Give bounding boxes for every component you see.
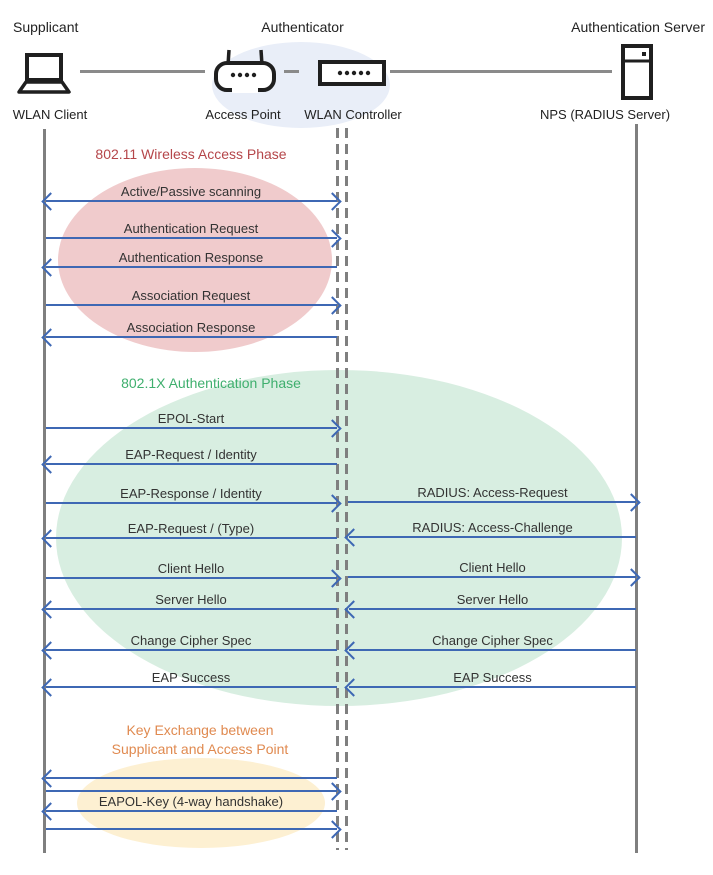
message-label-eap-success-left: EAP Success [151, 670, 231, 685]
message-arrow-eap-request-identity [46, 463, 337, 465]
message-arrow-server-hello-right [349, 608, 636, 610]
server-icon [621, 44, 653, 100]
role-label-authentication-server: Authentication Server [571, 19, 705, 35]
message-arrow-scanning [46, 200, 337, 202]
message-arrow-4way-msg4 [46, 828, 337, 830]
message-label-client-hello-right: Client Hello [459, 560, 526, 575]
phase-title-key-exchange-line1: Key Exchange between [126, 722, 274, 738]
message-arrow-client-hello-right [348, 576, 636, 578]
message-label-radius-access-request: RADIUS: Access-Request [417, 485, 568, 500]
role-label-supplicant: Supplicant [13, 19, 79, 35]
message-label-auth-response: Authentication Response [118, 250, 264, 265]
message-arrow-4way-msg1 [46, 777, 337, 779]
message-label-change-cipher-right: Change Cipher Spec [432, 633, 553, 648]
role-label-authenticator: Authenticator [261, 19, 344, 35]
message-arrow-eap-success-left [46, 686, 337, 688]
message-label-assoc-response: Association Response [126, 320, 256, 335]
message-label-change-cipher-left: Change Cipher Spec [130, 633, 252, 648]
access-point-icon [213, 48, 277, 94]
message-arrow-client-hello-left [46, 577, 337, 579]
message-arrow-auth-request [46, 237, 337, 239]
device-label-wlan-client: WLAN Client [12, 107, 88, 122]
message-arrow-eap-response-identity [46, 502, 337, 504]
message-arrow-radius-access-challenge [349, 536, 636, 538]
message-label-eap-success-right: EAP Success [453, 670, 532, 685]
message-arrow-eap-success-right [349, 686, 636, 688]
device-label-nps: NPS (RADIUS Server) [540, 107, 671, 122]
connector-client-ap [80, 70, 205, 73]
device-label-access-point: Access Point [205, 107, 281, 122]
message-label-epol-start: EPOL-Start [157, 411, 225, 426]
phase-title-8021x: 802.1X Authentication Phase [121, 375, 301, 391]
message-arrow-assoc-request [46, 304, 337, 306]
message-label-auth-request: Authentication Request [123, 221, 259, 236]
message-label-eap-response-identity: EAP-Response / Identity [120, 486, 262, 501]
connector-controller-server [390, 70, 612, 73]
message-arrow-assoc-response [46, 336, 337, 338]
message-arrow-server-hello-left [46, 608, 337, 610]
message-label-radius-access-challenge: RADIUS: Access-Challenge [412, 520, 573, 535]
message-arrow-radius-access-request [348, 501, 636, 503]
message-label-client-hello-left: Client Hello [157, 561, 225, 576]
message-arrow-change-cipher-left [46, 649, 337, 651]
message-label-assoc-request: Association Request [131, 288, 251, 303]
message-arrow-4way-msg2 [46, 790, 337, 792]
message-arrow-eap-request-type [46, 537, 337, 539]
connector-ap-controller [284, 70, 299, 73]
message-label-scanning: Active/Passive scanning [120, 184, 262, 199]
message-label-eap-request-type: EAP-Request / (Type) [127, 521, 255, 536]
message-label-server-hello-left: Server Hello [155, 592, 227, 607]
phase-title-80211: 802.11 Wireless Access Phase [95, 146, 287, 162]
message-arrow-change-cipher-right [349, 649, 636, 651]
message-arrow-epol-start [46, 427, 337, 429]
message-label-eap-request-identity: EAP-Request / Identity [125, 447, 257, 462]
message-label-eapol-key: EAPOL-Key (4-way handshake) [98, 794, 284, 809]
message-arrow-auth-response [46, 266, 337, 268]
message-arrow-4way-msg3 [46, 810, 337, 812]
wlan-controller-icon [318, 60, 386, 86]
laptop-icon [14, 52, 74, 96]
message-label-server-hello-right: Server Hello [456, 592, 529, 607]
phase-title-key-exchange-line2: Supplicant and Access Point [111, 741, 289, 757]
device-label-wlan-controller: WLAN Controller [304, 107, 402, 122]
